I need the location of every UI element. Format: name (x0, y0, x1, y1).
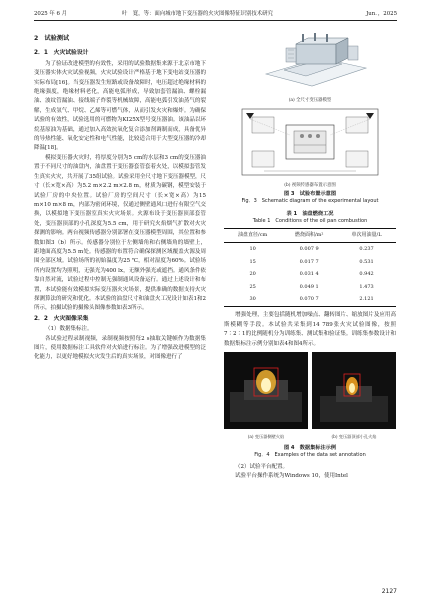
paragraph: 增强处理，主要包括随机增加噪点、翻转图片、缩放图片及应用高斯模糊等手段。本试验共采集到14 789张火灾试验图像，按照7∶2∶1的比例随机分为训练集、测试集和验证集。训练集参数设计和数据集标注示例分别如表4和图4所示。 (224, 312, 396, 347)
table-title: 表 1 油盘燃烧工况 (286, 211, 334, 217)
table-row (224, 281, 396, 294)
table-cell: 0.017 7 (299, 258, 319, 265)
table-cell: 0.049 1 (299, 283, 319, 290)
paragraph: 各试验过程录制视频，录制视频按照每2 s抽取关键帧作为数据集图片，使用数据标注工具软件对火焰进行标注。为了增强改进模型的泛化能力，以更好地模拟火灾发生后的真实场景，对图像进行了 (34, 335, 206, 361)
table-cell: 0.007 9 (299, 246, 319, 252)
right-column (224, 28, 396, 482)
running-header (34, 6, 397, 18)
table-title-en: Table 1 Conditions of the oil pan combustion (252, 218, 368, 224)
figure-caption: (a) 全尺寸变压器模型 (288, 98, 332, 104)
table-cell: 0.237 (359, 246, 374, 252)
transformer-model-render (224, 28, 396, 94)
table-cell: 0.942 (359, 271, 374, 278)
table-header: 单次用油量/L (337, 229, 396, 243)
table-cell: 25 (249, 283, 256, 290)
table-cell: 30 (224, 294, 281, 307)
sidewall-flame-photo (224, 352, 308, 429)
paragraph: 模拟变压器火灾时，将厚度分别为5 cm的水层和3 cm的变压器油置于不同尺寸的油盘内，油盘置于变压器套管套着火处，以模拟套管发生真实火灾，共开展了35组试验。试验采用全尺寸地下变压器模型，尺寸（长×宽×高）为5.2 m×2.2 m×2.8 m，材质为碳钢，模型安装于试验厂房的中央位置。试验厂房的空间尺寸（长×宽×高）为15 m×10 m×8 m，内部为密闭环境，仅通过侧壁通风口进行有限空气交换，以模拟地下变压器室真实火灾场景。火源布设于变压器顶部套管处，变压器顶部的小孔深度为5.5 cm，用于研究火焰烟气扩散对火灾探测的影响。两台视频传感器分别部署在变压器模型周围，其位置和参数如图3（b）所示。传感器分别位于左侧墙角和右侧墙角的墙壁上，距地面高度为5.5 m处。传感器的布置符合确保探测区域覆盖火源及周围全部区域。试验场所的初始温度为25 ℃，相对湿度为60%。试验场所内设置均为照明，无强光为400 lx，无额外强光或遮挡。通风条件依靠自然对流，试验过程中控制无强制通风设备运行。通过上述设计和布置，本试验能有效模拟实际变压器火灾场景，提供准确的数据支持火灾探测算法的研究和优化。本试验的油盘尺寸和油盘火工况设计如表1和2所示，拍摄试验的摄像头图像参数如表3所示。 (34, 154, 207, 312)
figure-title: 图 4 数据集标注示例 (283, 445, 337, 451)
figure-caption: (b) 视频传感器布置示意图 (284, 183, 336, 189)
figure-4 (224, 352, 396, 444)
oil-pan-table (224, 228, 396, 307)
page-number: 2127 (381, 588, 397, 595)
table-cell: 1.473 (359, 283, 374, 290)
figure-title-en: Fig．3 Schematic diagram of the experimental layout (241, 198, 379, 204)
paragraph-heading: （2）试验平台配置。 (235, 464, 288, 470)
table-row (224, 269, 396, 282)
figure-3b (224, 105, 396, 187)
table-cell: 10 (249, 246, 256, 252)
figure-title-en: Fig．4 Examples of the data set annotation (254, 452, 366, 458)
figure-3a (224, 28, 396, 104)
header-date-en: Jun．，2025 (366, 11, 397, 17)
table-cell: 0.070 7 (281, 294, 337, 307)
figure-title: 图 3 试验布置示意图 (283, 191, 337, 197)
sensor-layout-diagram (224, 105, 396, 179)
table-header: 燃烧面积/m² (281, 229, 337, 243)
subsection-heading: 2．1 火灾试验设计 (34, 50, 89, 57)
header-rule (34, 20, 397, 21)
table-header: 油盘直径/cm (224, 229, 281, 243)
paragraph: 试验平台操作系统为Windows 10，使用Intel (235, 473, 348, 480)
left-column (34, 28, 206, 363)
subsection-heading: 2．2 火灾图像采集 (34, 315, 89, 322)
table-cell: 0.531 (359, 258, 374, 265)
section-heading: 2 试验测试 (34, 35, 70, 42)
top-hole-flame-photo (312, 352, 396, 429)
paragraph-heading: （1）数据集标注。 (45, 326, 93, 333)
table-row (224, 243, 396, 256)
table-row (224, 294, 396, 307)
table-cell: 2.121 (337, 294, 396, 307)
table-cell: 20 (249, 271, 256, 278)
paragraph: 为了验证改进模型的有效性，采用的试验数据集来源于北京市地下变压器实体火灾试验视频，火灾试验设计严格基于地下变电站变压器的实际布局[16]。当变压器发生短路或设备故障时，电压超过绝缘材料的绝缘强度，绝缘材料老化，高能电弧形成，导致加套管漏油、螺栓漏油、波纹管漏油、接线端子炸裂等机械故障，高能电弧引发油蒸气的裂解，生成氢气、甲烷、乙烯等可燃气体，从而引发火灾和爆炸。为确保试验的有效性，试验选用的可燃物为KI25X型号变压器油。该油品以环烷基原油为基础，通过加入高效抗氧化复合添加剂调制而成，具备优异的导热性能、氧化安定性和电气性能，比较适合用于大型变压器的冷却降温[18]。 (34, 60, 206, 152)
photo-caption: (a) 变压器侧壁火焰 (247, 434, 285, 439)
header-date: 2025 年 6 月 (34, 11, 68, 17)
photo-caption: (b) 变压器顶部小孔火焰 (331, 434, 377, 439)
table-cell: 15 (249, 258, 256, 265)
table-row (224, 256, 396, 269)
table-cell: 0.031 4 (299, 271, 319, 278)
header-title: 叶 寛，等：面向城市地下变压器的火灾图像特征识别技术研究 (122, 11, 273, 17)
